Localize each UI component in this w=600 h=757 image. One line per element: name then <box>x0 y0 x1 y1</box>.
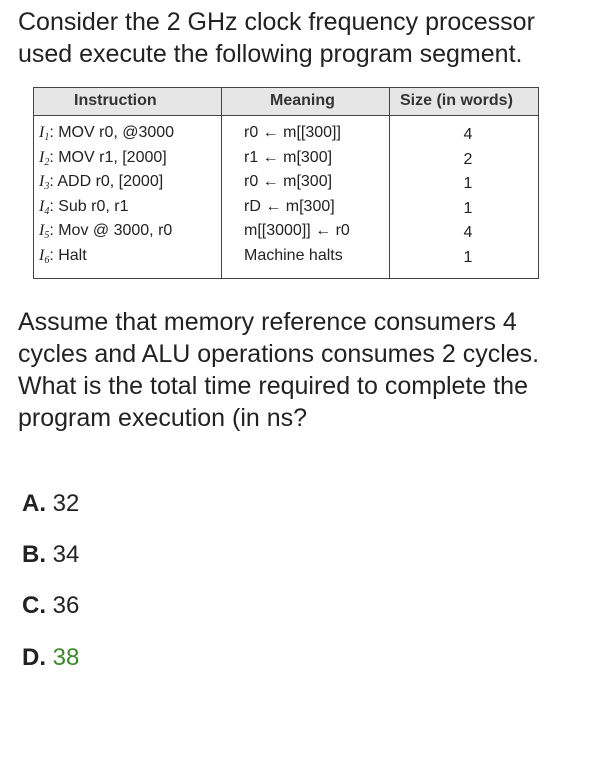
table-body <box>34 116 538 278</box>
table-row <box>34 172 538 197</box>
option-letter: B. <box>22 541 46 568</box>
option-c[interactable] <box>22 592 79 620</box>
cell-instruction: $I_4$: Sub r0, r1 <box>39 197 129 217</box>
header-meaning: Meaning <box>270 92 335 109</box>
cell-meaning: r0 ← m[300] <box>244 173 333 190</box>
cell-size: 1 <box>463 248 473 266</box>
table-row <box>34 221 538 246</box>
cell-size: 4 <box>463 126 473 143</box>
option-d[interactable] <box>22 644 79 672</box>
cell-instruction: $I_1$: MOV r0, @3000 <box>39 124 175 143</box>
header-instruction: Instruction <box>74 92 157 109</box>
option-a[interactable] <box>22 490 79 518</box>
cell-size: 4 <box>463 224 473 241</box>
table-row <box>34 123 538 148</box>
option-value: 32 <box>52 490 80 517</box>
cell-meaning: rD ← m[300] <box>244 197 335 215</box>
cell-instruction: $I_2$: MOV r1, [2000] <box>39 148 167 168</box>
cell-instruction: $I_5$: Mov @ 3000, r0 <box>39 222 173 241</box>
cell-meaning: m[[3000]] ← r0 <box>244 222 350 239</box>
cell-instruction: $I_6$: Halt <box>39 246 87 266</box>
option-value-correct: 38 <box>52 644 80 671</box>
option-letter: C. <box>22 592 46 619</box>
cell-meaning: r0 ← m[[300]] <box>244 124 341 141</box>
cell-size: 1 <box>463 199 473 217</box>
option-value: 36 <box>52 592 80 619</box>
option-letter: A. <box>22 490 46 517</box>
instruction-table <box>33 87 539 279</box>
header-size: Size (in words) <box>400 92 513 109</box>
question-body: Assume that memory reference consumers 4 cycles and ALU operations consumes 2 cycles. What is the total time required to complete the program execution (in ns? <box>18 308 540 432</box>
cell-meaning: r1 ← m[300] <box>244 148 333 166</box>
table-row <box>34 246 538 271</box>
option-value: 34 <box>52 541 80 568</box>
question-intro: Consider the 2 GHz clock frequency processor used execute the following program segment. <box>18 8 535 68</box>
cell-size: 1 <box>463 175 473 192</box>
table-row <box>34 148 538 173</box>
cell-instruction: $I_3$: ADD r0, [2000] <box>39 173 164 192</box>
option-b[interactable] <box>22 541 79 569</box>
option-letter: D. <box>22 644 46 671</box>
cell-size: 2 <box>463 150 473 168</box>
cell-meaning: Machine halts <box>244 246 343 264</box>
table-row <box>34 197 538 222</box>
table-header-row <box>34 88 538 116</box>
